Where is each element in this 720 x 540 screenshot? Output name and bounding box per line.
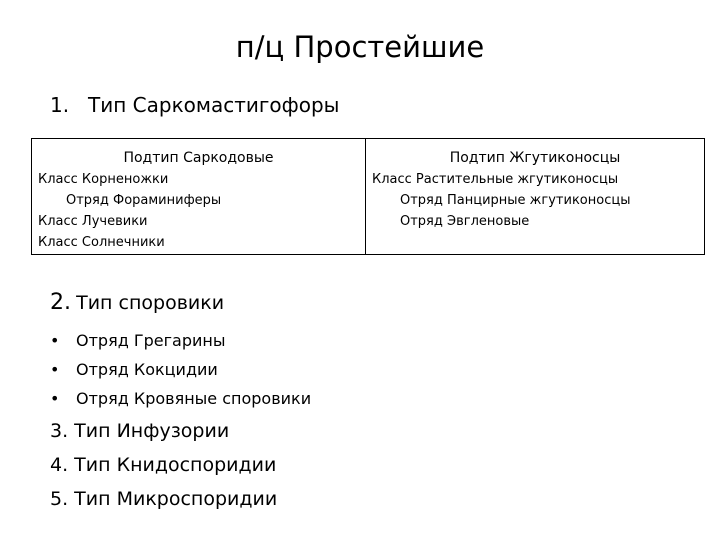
order-coccidia: Отряд Кокцидии [76, 360, 218, 379]
bullet-icon: • [50, 331, 60, 350]
type-1-heading [50, 93, 339, 117]
sporozoa-orders-list [50, 326, 311, 413]
class-phytoflagellata: Класс Растительные жгутиконосцы [372, 172, 619, 187]
class-radiolaria: Класс Лучевики [38, 214, 148, 229]
bullet-icon: • [50, 389, 60, 408]
subtype-flagellata-header: Подтип Жгутиконосцы [449, 150, 621, 166]
subtype-sarcodina-column [32, 139, 366, 254]
list-item [50, 326, 311, 355]
order-haemosporidia: Отряд Кровяные споровики [76, 389, 312, 408]
class-heliozoa: Класс Солнечники [38, 235, 165, 250]
type-5-microsporidia: 5. Тип Микроспоридии [50, 488, 278, 510]
type-2-label: Тип споровики [76, 292, 225, 314]
subtype-sarcodina-header: Подтип Саркодовые [123, 150, 274, 166]
subtypes-table [31, 138, 705, 255]
slide-title: п/ц Простейшие [235, 30, 485, 64]
type-1-number: 1. [50, 93, 70, 117]
type-2-number: 2. [50, 290, 71, 315]
order-dinoflagellata: Отряд Панцирные жгутиконосцы [400, 193, 631, 208]
order-gregarines: Отряд Грегарины [76, 331, 226, 350]
type-1-label: Тип Саркомастигофоры [88, 93, 340, 117]
bullet-icon: • [50, 360, 60, 379]
list-item [50, 355, 311, 384]
other-types-list [50, 414, 277, 516]
type-2-heading [50, 290, 224, 315]
type-3-ciliophora: 3. Тип Инфузории [50, 420, 230, 442]
type-4-cnidosporidia: 4. Тип Книдоспоридии [50, 454, 277, 476]
order-euglenida: Отряд Эвгленовые [400, 214, 530, 229]
order-foraminifera: Отряд Фораминиферы [66, 193, 222, 208]
subtype-flagellata-column [366, 139, 704, 254]
class-rhizopoda: Класс Корненожки [38, 172, 169, 187]
list-item [50, 384, 311, 413]
